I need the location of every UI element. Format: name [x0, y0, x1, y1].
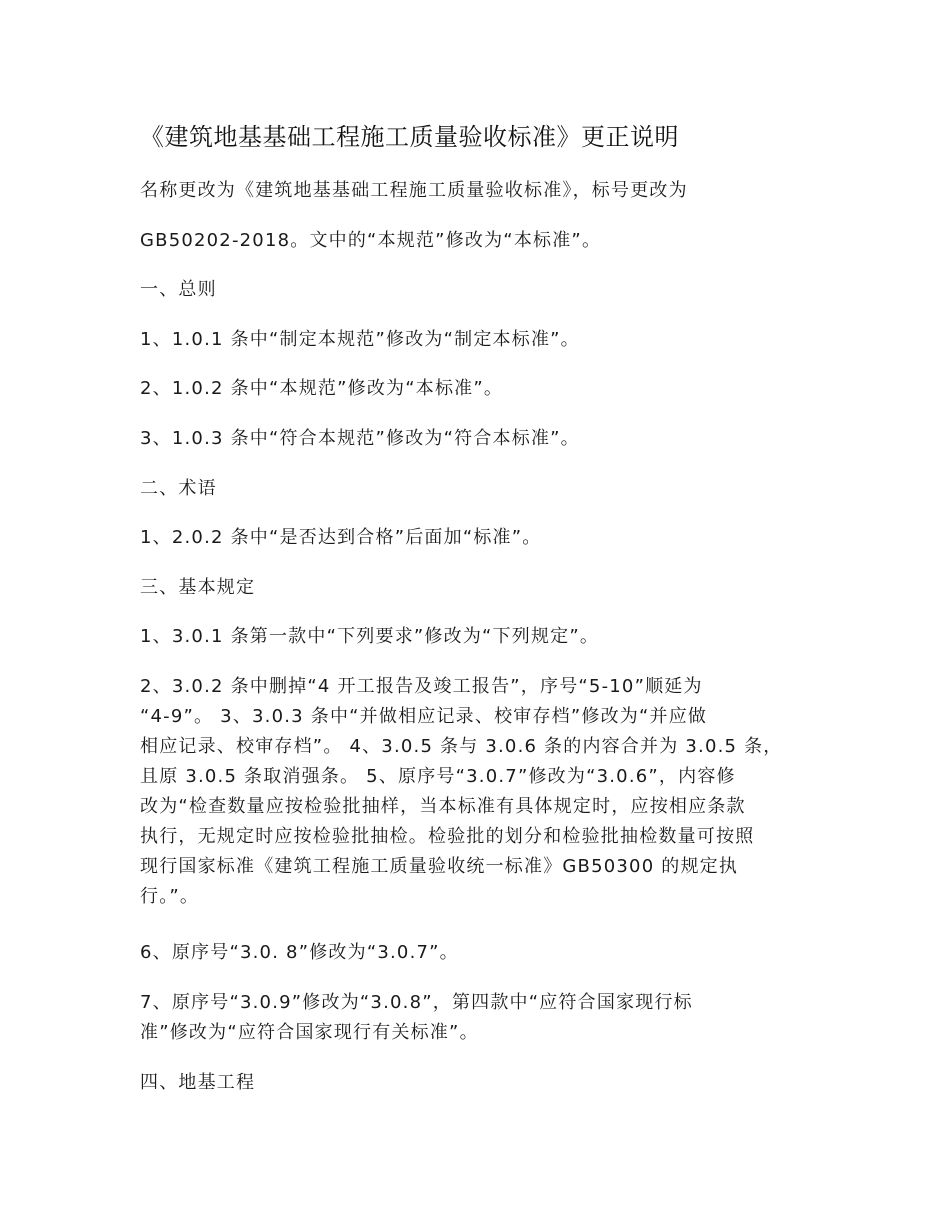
- paragraph-line: 2、3.0.2 条中删掉“4 开工报告及竣工报告”，序号“5-10”顺延为: [140, 676, 703, 697]
- intro-line-2: GB50202-2018。文中的“本规范”修改为“本标准”。: [140, 230, 602, 251]
- intro-line-1: 名称更改为《建筑地基基础工程施工质量验收标准》，标号更改为: [140, 180, 688, 201]
- section-heading-basic-rules: 三、基本规定: [140, 577, 256, 598]
- paragraph-line: 执行，无规定时应按检验批抽检。检验批的划分和检验批抽检数量可按照: [140, 826, 755, 847]
- list-item: 1、1.0.1 条中“制定本规范”修改为“制定本标准”。: [140, 329, 580, 350]
- section-heading-foundation: 四、地基工程: [140, 1072, 256, 1093]
- paragraph-line: 相应记录、校审存档”。 4、3.0.5 条与 3.0.6 条的内容合并为 3.0.5 条，: [140, 736, 783, 757]
- list-item: 1、3.0.1 条第一款中“下列要求”修改为“下列规定”。: [140, 626, 600, 647]
- section-heading-general: 一、总则: [140, 279, 217, 300]
- list-item: 2、1.0.2 条中“本规范”修改为“本标准”。: [140, 378, 504, 399]
- paragraph-item-7: [140, 988, 812, 1048]
- list-item: 6、原序号“3.0. 8”修改为“3.0.7”。: [140, 942, 459, 963]
- paragraph-line: 改为“检查数量应按检验批抽样，当本标准有具体规定时，应按相应条款: [140, 796, 746, 817]
- paragraph-line: 行。”。: [140, 886, 200, 907]
- document-title: 《建筑地基基础工程施工质量验收标准》更正说明: [140, 123, 679, 151]
- paragraph-line: “4-9”。 3、3.0.3 条中“并做相应记录、校审存档”修改为“并应做: [140, 706, 708, 727]
- paragraph-line: 7、原序号“3.0.9”修改为“3.0.8”，第四款中“应符合国家现行标: [140, 992, 693, 1013]
- paragraph-line: 准”修改为“应符合国家现行有关标准”。: [140, 1022, 479, 1043]
- list-item: 1、2.0.2 条中“是否达到合格”后面加“标准”。: [140, 527, 542, 548]
- paragraph-item-2-to-5: [140, 672, 812, 912]
- paragraph-line: 且原 3.0.5 条取消强条。 5、原序号“3.0.7”修改为“3.0.6”，内容修: [140, 766, 736, 787]
- list-item: 3、1.0.3 条中“符合本规范”修改为“符合本标准”。: [140, 428, 580, 449]
- section-heading-terms: 二、术语: [140, 478, 217, 499]
- paragraph-line: 现行国家标准《建筑工程施工质量验收统一标准》GB50300 的规定执: [140, 856, 739, 877]
